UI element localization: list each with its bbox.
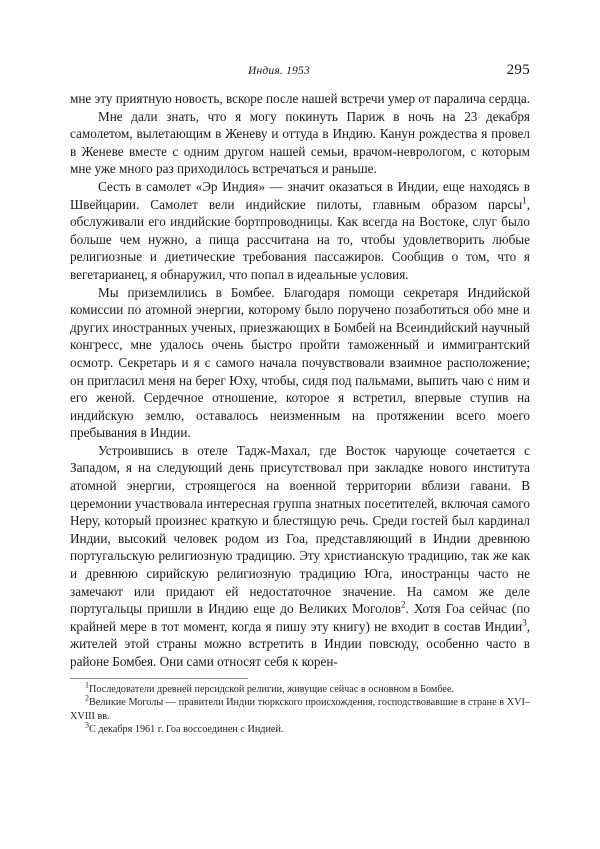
paragraph-segment: , жителей этой страны можно встретить в Индии повсюду, особенно часто в районе Бомбея. Они сами относят себя к корен- — [70, 618, 530, 669]
page-number: 295 — [506, 62, 530, 78]
footnote-marker: 1 — [85, 680, 89, 690]
running-head-title: Индия. 1953 — [248, 65, 310, 77]
paragraph-segment: , обслуживали его индийские бортпроводницы. Как всегда на Востоке, слуг было больше чем нужно, а пища рассчитана на то, чтобы удовлетворить любые религиозные и диетические требования пассажиров. Сообщив о том, что я вегетарианец, я обнаружил, что попал в идеальные условия. — [70, 196, 530, 282]
footnote-text: С декабря 1961 г. Гоа воссоединен с Индией. — [89, 724, 284, 736]
paragraph: Мы приземлились в Бомбее. Благодаря помощи секретаря Индийской комиссии по атомной энергии, которому было поручено позаботиться обо мне и других иностранных ученых, приезжающих в Бомбей на Всеиндийский научный конгресс, мне удалось очень быстро пройти таможенный и иммигрантский осмотр. Секретарь и я с самого начала почувствовали взаимное расположение; он пригласил меня на берег Юху, чтобы, сидя под пальмами, выпить чаю с ним и его женой. Сердечное отношение, которое я встретил, впервые ступив на индийскую землю, оставалось неизменным на протяжении всего моего пребывания в Индии. — [70, 284, 530, 441]
footnote-marker: 2 — [85, 694, 89, 704]
footnote-marker: 3 — [85, 720, 89, 730]
footnote-reference-1[interactable]: 1 — [522, 195, 527, 206]
paragraph-segment: . Хотя Гоа сейчас (по крайней мере в тот момент, когда я пишу эту книгу) не входит в состав Индии — [70, 601, 531, 634]
footnote-separator-rule — [70, 678, 248, 679]
footnote-item — [70, 680, 530, 696]
paragraph — [70, 442, 530, 671]
paragraph — [70, 178, 530, 284]
footnote-reference-3[interactable]: 3 — [522, 617, 527, 628]
body-text-column — [70, 90, 530, 671]
footnote-text: Последователи древней персидской религии, живущие сейчас в основном в Бомбее. — [89, 684, 455, 695]
footnotes-block — [70, 678, 530, 737]
footnote-item — [70, 720, 530, 736]
paragraph-segment: Устроившись в отеле Тадж-Махал, где Восток чарующе сочетается с Западом, я на следующий день присутствовал при закладке нового института атомной энергии, строящегося на военной территории вблизи гавани. В церемонии участвовала интересная группа знатных посетителей, включая самого Неру, который произнес краткую и блестящую речь. Среди гостей был кардинал Индии, высокий человек родом из Гоа, представляющий в Индии древнюю португальскую религиозную традицию. Эту христианскую традицию, так же как и древнюю сирийскую религиозную традицию Юга, иностранцы часто не замечают или придают ей недостаточное значение. На самом же деле португальцы пришли в Индию еще до Великих Моголов — [70, 442, 530, 617]
paragraph: Мне дали знать, что я могу покинуть Париж в ночь на 23 декабря самолетом, вылетающим в Женеву и оттуда в Индию. Канун рождества я провел в Женеве вместе с одним другом нашей семьи, врачом-неврологом, с которым мне уже много раз приходилось встречаться и раньше. — [70, 108, 530, 177]
footnote-reference-2[interactable]: 2 — [400, 599, 406, 610]
footnote-item — [70, 696, 530, 723]
paragraph: мне эту приятную новость, вскоре после нашей встречи умер от паралича сердца. — [70, 91, 530, 106]
paragraph-segment: Сесть в самолет «Эр Индия» — значит оказаться в Индии, еще находясь в Швейцарии. Самолет вели индийские пилоты, главным образом парсы — [70, 178, 530, 212]
running-head — [70, 62, 530, 82]
footnote-text: Великие Моголы — правители Индии тюркского происхождения, господствовавшие в стране в XVI–XVIII вв. — [70, 697, 530, 722]
